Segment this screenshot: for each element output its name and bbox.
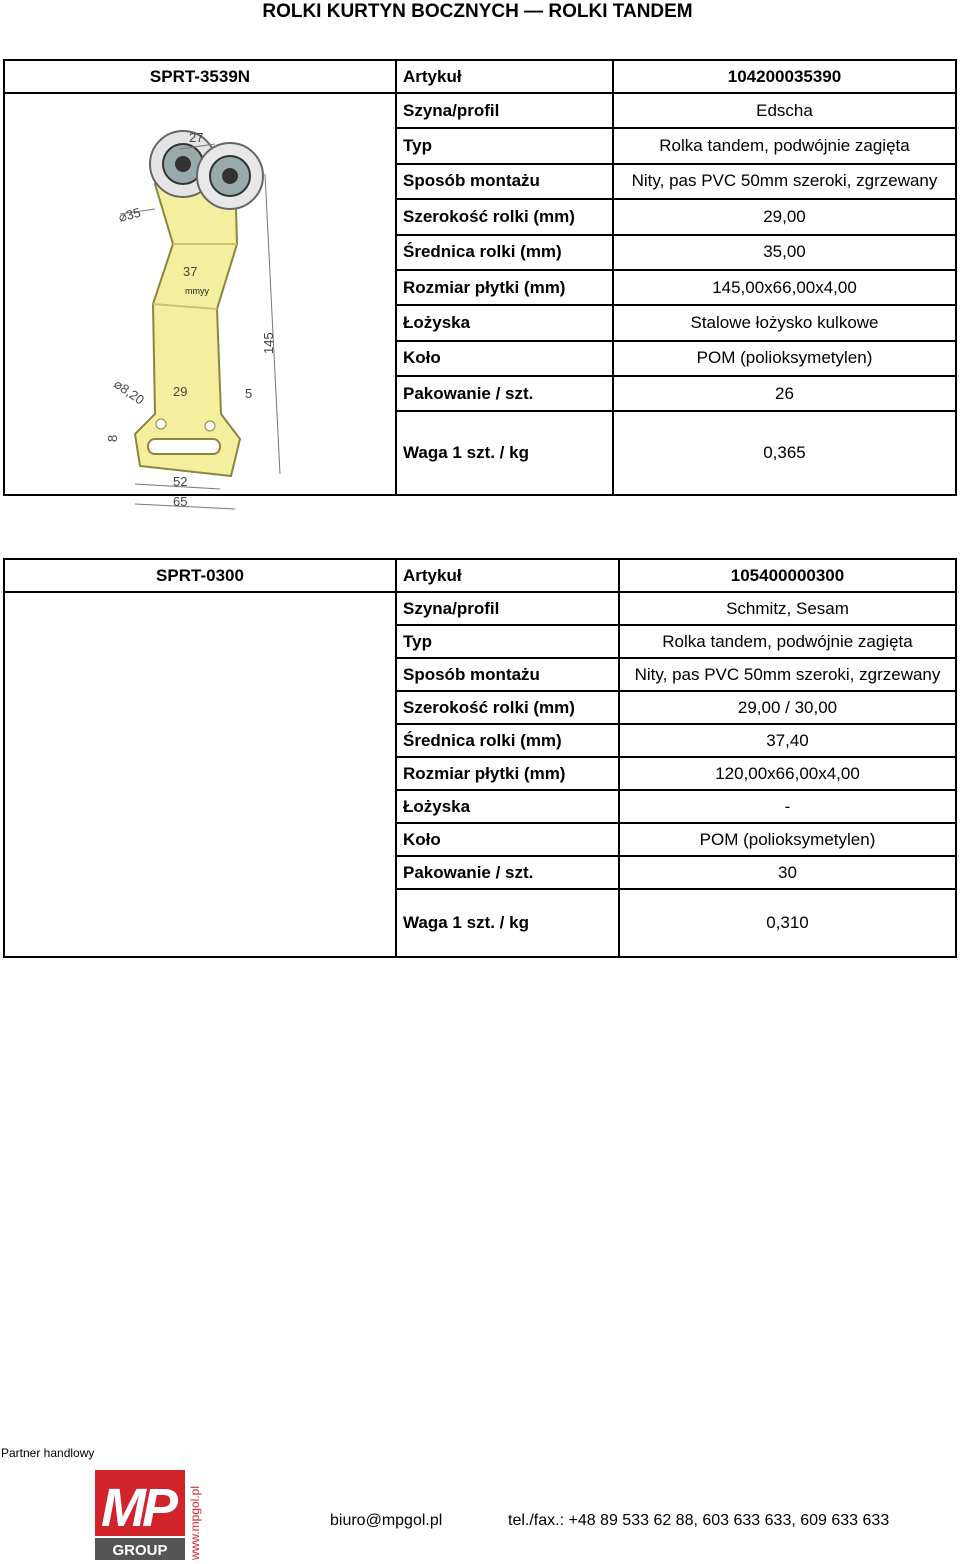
- row-label: Szyna/profil: [396, 592, 619, 625]
- row-label: Waga 1 szt. / kg: [396, 889, 619, 957]
- dim-label: 29: [173, 384, 188, 399]
- row-label: Łożyska: [396, 790, 619, 823]
- row-label: Artykuł: [396, 60, 613, 93]
- page-title: ROLKI KURTYN BOCZNYCH — ROLKI TANDEM: [262, 1, 693, 22]
- dim-label: ⌀8,20: [111, 376, 148, 408]
- row-value: Rolka tandem, podwójnie zagięta: [619, 625, 956, 658]
- row-value: 29,00 / 30,00: [619, 691, 956, 724]
- logo-sub: GROUP: [112, 1542, 168, 1559]
- row-label: Typ: [396, 128, 613, 163]
- row-value: 120,00x66,00x4,00: [619, 757, 956, 790]
- row-label: Średnica rolki (mm): [396, 724, 619, 757]
- row-label: Rozmiar płytki (mm): [396, 270, 613, 305]
- row-value: Stalowe łożysko kulkowe: [613, 305, 956, 340]
- row-value: POM (polioksymetylen): [619, 823, 956, 856]
- row-value: 26: [613, 376, 956, 411]
- product-code: SPRT-3539N: [4, 60, 396, 93]
- table-row: [4, 559, 956, 592]
- dim-label: 52: [173, 474, 188, 489]
- row-value: 30: [619, 856, 956, 889]
- table-row: [4, 60, 956, 93]
- row-value: 145,00x66,00x4,00: [613, 270, 956, 305]
- dim-label: 145: [261, 332, 276, 354]
- row-value: Rolka tandem, podwójnie zagięta: [613, 128, 956, 163]
- row-label: Sposób montażu: [396, 658, 619, 691]
- row-value: -: [619, 790, 956, 823]
- row-value: 0,365: [613, 411, 956, 495]
- row-label: Szyna/profil: [396, 93, 613, 128]
- row-value: Nity, pas PVC 50mm szeroki, zgrzewany: [613, 164, 956, 199]
- product-image-cell: [4, 93, 396, 509]
- dim-label: ⌀35: [116, 204, 143, 225]
- table-row: [4, 93, 956, 128]
- row-value: Edscha: [613, 93, 956, 128]
- row-label: Typ: [396, 625, 619, 658]
- product-table-sprt-3539n: [3, 59, 957, 509]
- product-table-sprt-0300: [3, 558, 957, 958]
- tandem-roller-drawing-icon: [5, 94, 395, 509]
- row-label: Koło: [396, 823, 619, 856]
- row-label: Szerokość rolki (mm): [396, 199, 613, 234]
- contact-phone: tel./fax.: +48 89 533 62 88, 603 633 633, 609 633 633: [508, 1512, 890, 1529]
- row-label: Artykuł: [396, 559, 619, 592]
- dim-label: 8: [105, 434, 120, 442]
- dim-label: 37: [183, 264, 198, 279]
- contact-email[interactable]: biuro@mpgol.pl: [330, 1512, 443, 1529]
- row-label: Waga 1 szt. / kg: [396, 411, 613, 495]
- dim-label: 65: [173, 494, 188, 509]
- row-value: 0,310: [619, 889, 956, 957]
- row-label: Pakowanie / szt.: [396, 376, 613, 411]
- row-value: 104200035390: [613, 60, 956, 93]
- product-image-cell: [4, 592, 396, 957]
- row-label: Łożyska: [396, 305, 613, 340]
- row-label: Rozmiar płytki (mm): [396, 757, 619, 790]
- dim-label: 5: [245, 386, 253, 401]
- logo-url: www.mpgol.pl: [188, 1485, 202, 1560]
- partner-label: Partner handlowy: [1, 1446, 95, 1460]
- product-code: SPRT-0300: [4, 559, 396, 592]
- row-label: Średnica rolki (mm): [396, 235, 613, 270]
- row-label: Pakowanie / szt.: [396, 856, 619, 889]
- row-value: 29,00: [613, 199, 956, 234]
- row-value: POM (polioksymetylen): [613, 341, 956, 376]
- brand-label: mmyy: [185, 286, 209, 296]
- row-value: Nity, pas PVC 50mm szeroki, zgrzewany: [619, 658, 956, 691]
- table-row: [4, 592, 956, 625]
- row-value: 105400000300: [619, 559, 956, 592]
- row-value: 35,00: [613, 235, 956, 270]
- dim-label: 27: [189, 130, 204, 145]
- row-value: Schmitz, Sesam: [619, 592, 956, 625]
- row-label: Koło: [396, 341, 613, 376]
- row-label: Sposób montażu: [396, 164, 613, 199]
- logo-text: MP: [101, 1478, 174, 1538]
- mp-group-logo-icon: [95, 1470, 205, 1562]
- row-value: 37,40: [619, 724, 956, 757]
- row-label: Szerokość rolki (mm): [396, 691, 619, 724]
